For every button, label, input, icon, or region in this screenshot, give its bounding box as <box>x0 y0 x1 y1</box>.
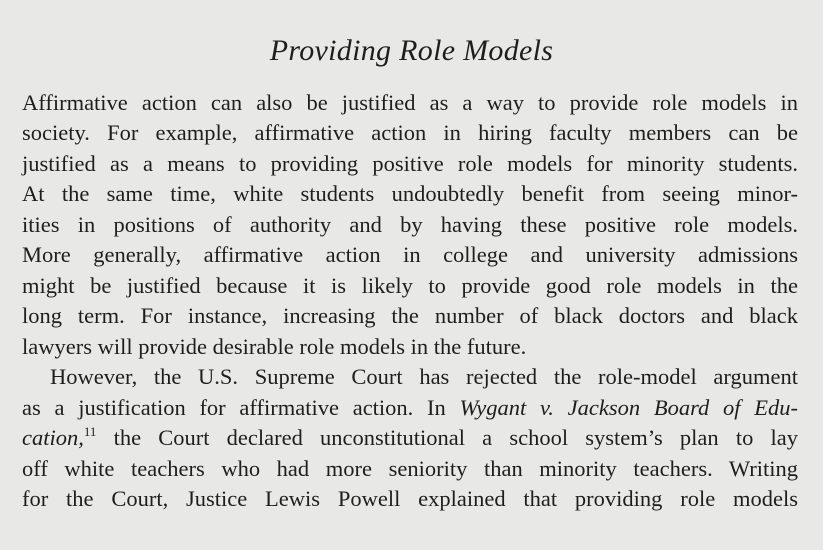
footnote-marker: 11 <box>83 424 97 439</box>
case-name: Wygant v. Jackson Board of Edu- <box>459 395 798 420</box>
text-line: ities in positions of authority and by having these positive role models. <box>22 212 798 237</box>
text-line <box>22 393 798 423</box>
section-heading: Providing Role Models <box>269 34 554 67</box>
text-line: justified as a means to providing positive role models for minority students. <box>22 151 798 176</box>
text-line: society. For example, affirmative action in hiring faculty members can be <box>22 120 798 145</box>
text-line: off white teachers who had more seniority than minority teachers. Writing <box>22 456 798 481</box>
text-line: However, the U.S. Supreme Court has rejected the role-model argument <box>50 364 798 389</box>
text-line: long term. For instance, increasing the number of black doctors and black <box>22 303 798 328</box>
text-segment: as a justification for affirmative action. In <box>22 395 460 420</box>
text-line: More generally, affirmative action in college and university admissions <box>22 242 798 267</box>
text-line: Affirmative action can also be justified as a way to provide role models in <box>22 90 798 115</box>
text-line: At the same time, white students undoubtedly benefit from seeing minor- <box>22 181 798 206</box>
text-line <box>22 423 798 453</box>
text-line: for the Court, Justice Lewis Powell explained that providing role models <box>22 486 798 511</box>
text-segment: the Court declared unconstitutional a school system’s plan to lay <box>96 425 798 450</box>
case-name-continued: cation, <box>22 425 84 450</box>
text-line: lawyers will provide desirable role models in the future. <box>22 334 527 359</box>
text-line: might be justified because it is likely to provide good role models in the <box>22 273 798 298</box>
